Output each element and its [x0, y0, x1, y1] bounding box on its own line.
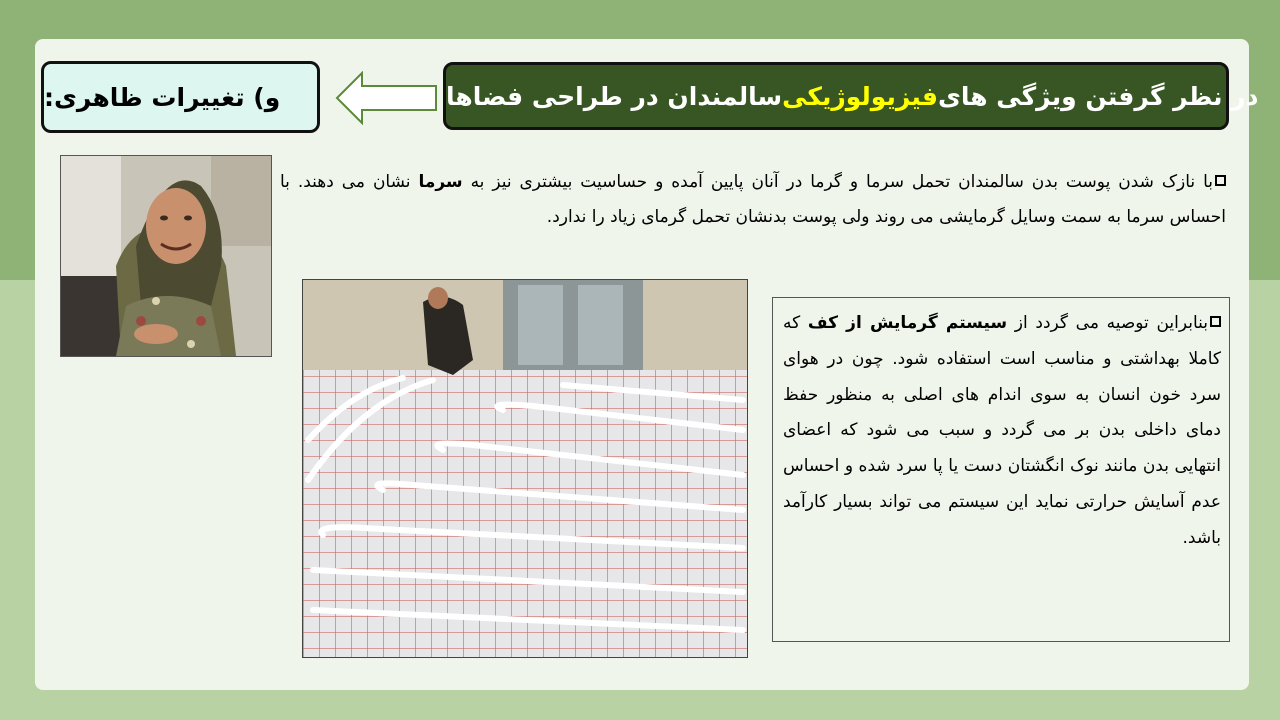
paragraph1-bold: سرما [418, 172, 463, 192]
title-text-part1: در نظر گرفتن ویژگی های [937, 81, 1259, 111]
subtitle-text: و) تغییرات ظاهری: [44, 82, 281, 112]
paragraph-cold-sensitivity [280, 165, 1226, 235]
paragraph1-part1: با نازک شدن پوست بدن سالمندان تحمل سرما و گرما در آنان پایین آمده و حساسیت بیشتری نیز به [462, 172, 1213, 192]
paragraph1-part2: نشان می دهند. با احساس سرما به سمت وسایل گرمایشی می روند ولی پوست بدنشان تحمل گرمای زیاد را ندارد. [280, 172, 1226, 227]
section-subtitle [41, 61, 320, 133]
left-arrow-icon [335, 71, 439, 125]
floor-heating-photo [302, 279, 748, 658]
paragraph2-part1: بنابراین توصیه می گردد از [1007, 313, 1208, 333]
paragraph2-part2: که کاملا بهداشتی و مناسب است استفاده شود. چون در هوای سرد خون انسان به سوی اندام های اصلی به منظور حفظ دمای داخلی بدن بر می گردد و سبب می شود که اعضای انتهایی بدن مانند نوک انگشتان دست یا پا سرد شده و احساس عدم آسایش حرارتی نماید این سیستم می تواند بسیار کارآمد باشد. [783, 313, 1221, 548]
paragraph2-bold: سیستم گرمایش از کف [807, 313, 1008, 333]
title-highlight: فیزیولوژیکی [782, 81, 938, 111]
checkbox-bullet-icon [1215, 175, 1226, 186]
title-text-part2: سالمندان در طراحی فضاها [446, 81, 783, 111]
paragraph-floor-heating [772, 297, 1230, 642]
elderly-woman-photo [60, 155, 272, 357]
checkbox-bullet-icon [1210, 316, 1221, 327]
slide-title [443, 62, 1259, 130]
